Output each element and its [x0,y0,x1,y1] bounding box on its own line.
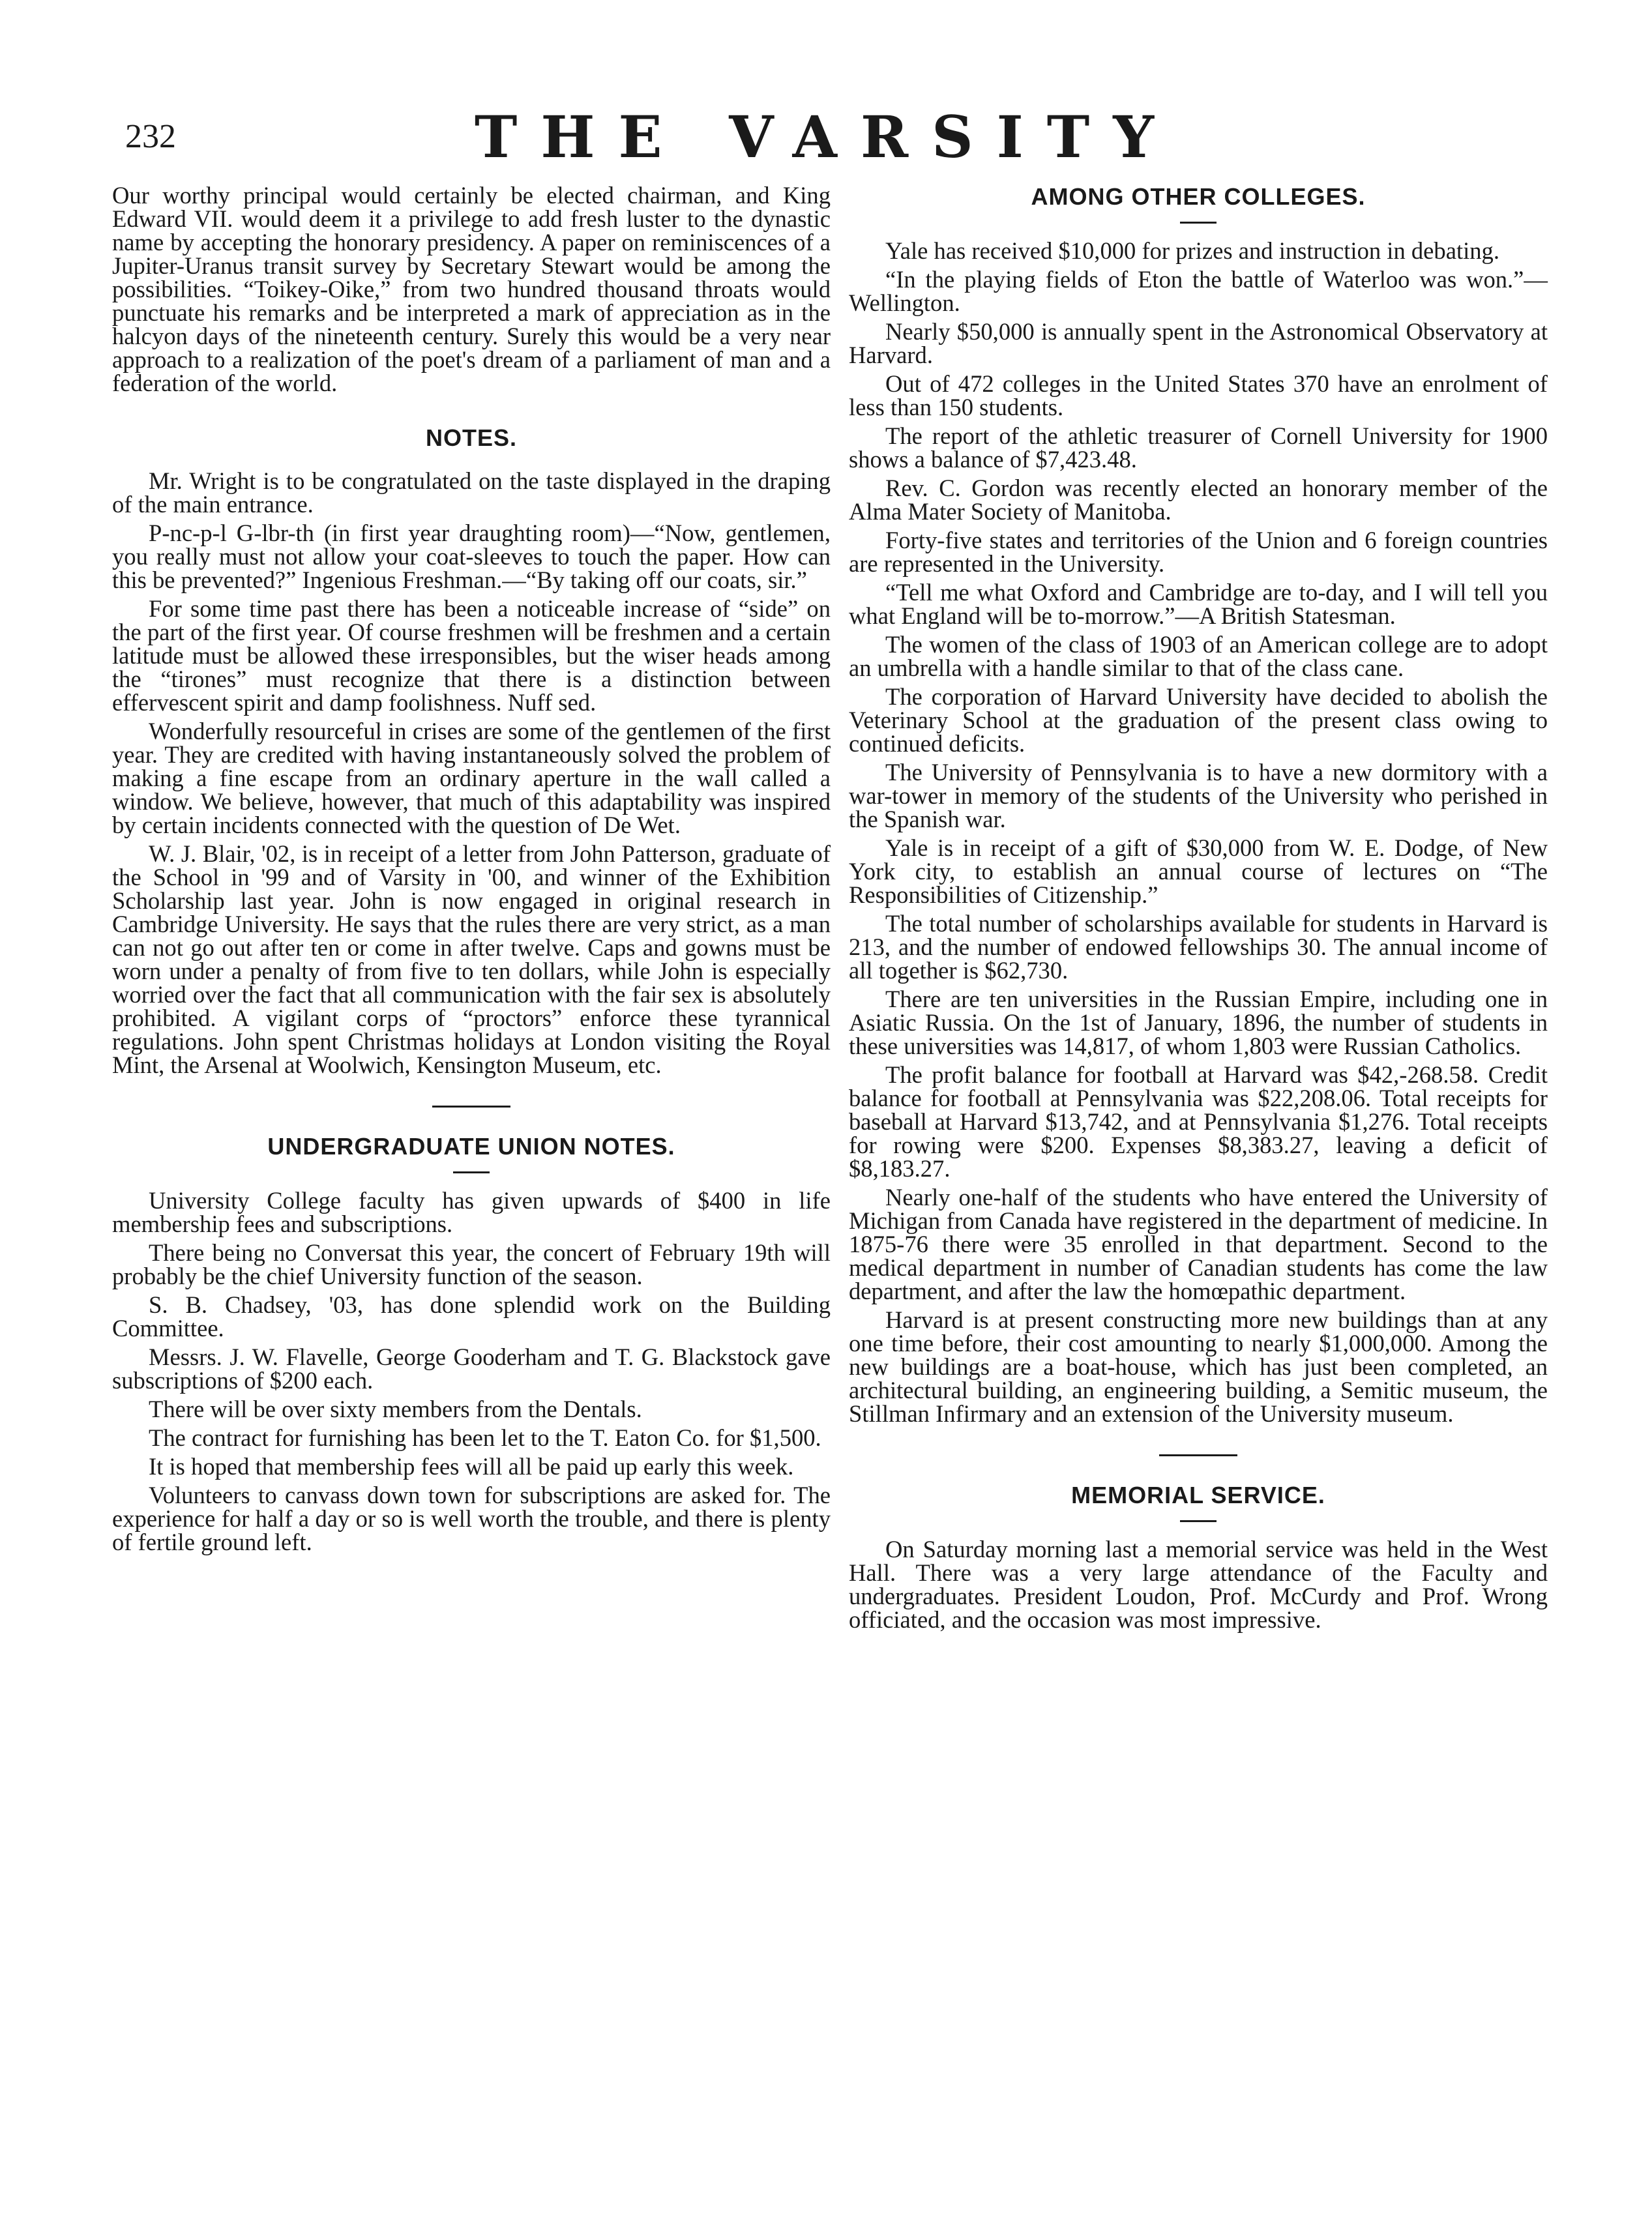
colleges-heading: AMONG OTHER COLLEGES. [1031,183,1366,210]
colleges-paragraph: The women of the class of 1903 of an American college are to adopt an umbrella with a handle similar to that of the class cane. [849,631,1548,681]
colleges-paragraph: Out of 472 colleges in the United States 370 have an enrolment of less than 150 students. [849,370,1548,420]
colleges-paragraph: Yale has received $10,000 for prizes and instruction in debating. [885,237,1499,264]
union-heading: UNDERGRADUATE UNION NOTES. [267,1133,675,1160]
notes-paragraph: W. J. Blair, '02, is in receipt of a letter from John Patterson, graduate of the School in '99 and of Varsity in '00, and winner of the Exhibition Scholarship last year. John is now engaged in original research in Cambridge University. He says that the rules there are very strict, as a man can not go out after ten or come in after twelve. Caps and gowns must be worn under a penalty of from five to ten dollars, while John is especially worried over the fact that all communication with the fair sex is absolutely prohibited. A vigilant corps of “proctors” enforce these tyrannical regulations. John spent Christmas holidays at London visiting the Royal Mint, the Arsenal at Woolwich, Kensington Museum, etc. [112,840,831,1078]
colleges-paragraph: “Tell me what Oxford and Cambridge are to-day, and I will tell you what England will be to-morrow.”—A British Statesman. [849,579,1548,629]
spacer [112,451,831,464]
notes-heading: NOTES. [425,424,517,451]
colleges-paragraph: Nearly one-half of the students who have entered the University of Michigan from Canada have registered in the department of medicine. In 1875-76 there were 35 enrolled in that department. Second to the medical department in number of Canadian students has come the law department, and after the law the homœpathic department. [849,1184,1548,1304]
heading-rule [1180,222,1217,224]
union-paragraph: The contract for furnishing has been let to the T. Eaton Co. for $1,500. [149,1424,821,1451]
colleges-paragraph: There are ten universities in the Russian Empire, including one in Asiatic Russia. On the 1st of January, 1896, the number of students in these universities was 14,817, of whom 1,803 were Russian Catholics. [849,986,1548,1059]
section-divider [432,1106,510,1108]
union-paragraph: Messrs. J. W. Flavelle, George Gooderham and T. G. Blackstock gave subscriptions of $200 each. [112,1344,831,1394]
union-paragraph: University College faculty has given upwards of $400 in life membership fees and subscriptions. [112,1187,831,1237]
colleges-paragraph: Harvard is at present constructing more new buildings than at any one time before, their cost amounting to nearly $1,000,000. Among the new buildings are a boat-house, which has just been completed, an architectural building, an engineering building, a Semitic museum, the Stillman Infirmary and an extension of the University museum. [849,1306,1548,1427]
memorial-heading: MEMORIAL SERVICE. [1071,1482,1325,1508]
union-paragraph: S. B. Chadsey, '03, has done splendid work on the Building Committee. [112,1291,831,1342]
spacer [112,395,831,425]
notes-paragraph: For some time past there has been a noticeable increase of “side” on the part of the first year. Of course freshmen will be freshmen and a certain latitude must be allowed these irresponsibles, but the wiser heads among the “tirones” must recognize that there is a distinction between effervescent spirit and damp foolishness. Nuff sed. [112,595,831,716]
colleges-paragraph: The report of the athletic treasurer of Cornell University for 1900 shows a balance of $7,423.48. [849,422,1548,473]
notes-paragraph: Wonderfully resourceful in crises are some of the gentlemen of the first year. They are credited with having instantaneously solved the problem of making a fine escape from an ordinary aperture in the wall called a window. We believe, however, that much of this adaptability was inspired by certain incidents connected with the question of De Wet. [112,718,831,838]
colleges-paragraph: “In the playing fields of Eton the battle of Waterloo was won.”—Wellington. [849,266,1548,316]
page-number: 232 [125,118,176,155]
union-paragraph: Volunteers to canvass down town for subscriptions are asked for. The experience for half a day or so is well worth the trouble, and there is plenty of fertile ground left. [112,1482,831,1555]
colleges-paragraph: The corporation of Harvard University have decided to abolish the Veterinary School at the graduation of the present class owing to continued deficits. [849,683,1548,757]
union-paragraph: There being no Conversat this year, the concert of February 19th will probably be the chief University function of the season. [112,1239,831,1289]
section-divider [1159,1454,1237,1456]
heading-rule [453,1171,490,1173]
right-column [849,184,1548,1632]
notes-paragraph: P-nc-p-l G-lbr-th (in first year draughting room)—“Now, gentlemen, you really must not allow your coat-sleeves to touch the paper. How can this be prevented?” Ingenious Freshman.—“By taking off our coats, sir.” [112,520,831,593]
union-paragraph: It is hoped that membership fees will all be paid up early this week. [149,1453,794,1480]
left-column [112,184,831,1554]
memorial-paragraph: On Saturday morning last a memorial service was held in the West Hall. There was a very large attendance of the Faculty and undergraduates. President Loudon, Prof. McCurdy and Prof. Wrong officiated, and the occasion was most impressive. [849,1536,1548,1633]
notes-paragraph: Mr. Wright is to be congratulated on the taste displayed in the draping of the main entrance. [112,467,831,518]
union-paragraph: There will be over sixty members from the Dentals. [149,1396,642,1422]
colleges-paragraph: The profit balance for football at Harvard was $42,-268.58. Credit balance for football at Pennsylvania was $22,208.06. Total receipts for baseball at Harvard $13,742, and at Pennsylvania $1,276. Total receipts for rowing were $200. Expenses $8,383.27, leaving a deficit of $8,183.27. [849,1061,1548,1182]
colleges-paragraph: Forty-five states and territories of the Union and 6 foreign countries are represented in the University. [849,527,1548,577]
masthead-title: THE VARSITY [474,103,1178,171]
colleges-paragraph: The total number of scholarships available for students in Harvard is 213, and the number of endowed fellowships 30. The annual income of all together is $62,730. [849,910,1548,984]
heading-rule [1180,1520,1217,1522]
intro-paragraph: Our worthy principal would certainly be elected chairman, and King Edward VII. would deem it a privilege to add fresh luster to the dynastic name by accepting the honorary presidency. A paper on reminiscences of a Jupiter-Uranus transit survey by Secretary Stewart would be among the possibilities. “Toikey-Oike,” from two hundred thousand throats would punctuate his remarks and be interpreted a mark of appreciation as in the halcyon days of the nineteenth century. Surely this would be a very near approach to a realization of the poet's dream of a parliament of man and a federation of the world. [112,182,831,396]
colleges-paragraph: Rev. C. Gordon was recently elected an honorary member of the Alma Mater Society of Manitoba. [849,475,1548,525]
colleges-paragraph: The University of Pennsylvania is to have a new dormitory with a war-tower in memory of the students of the University who perished in the Spanish war. [849,759,1548,832]
colleges-paragraph: Nearly $50,000 is annually spent in the Astronomical Observatory at Harvard. [849,318,1548,368]
colleges-paragraph: Yale is in receipt of a gift of $30,000 from W. E. Dodge, of New York city, to establish an annual course of lectures on “The Responsibilities of Citizenship.” [849,834,1548,908]
